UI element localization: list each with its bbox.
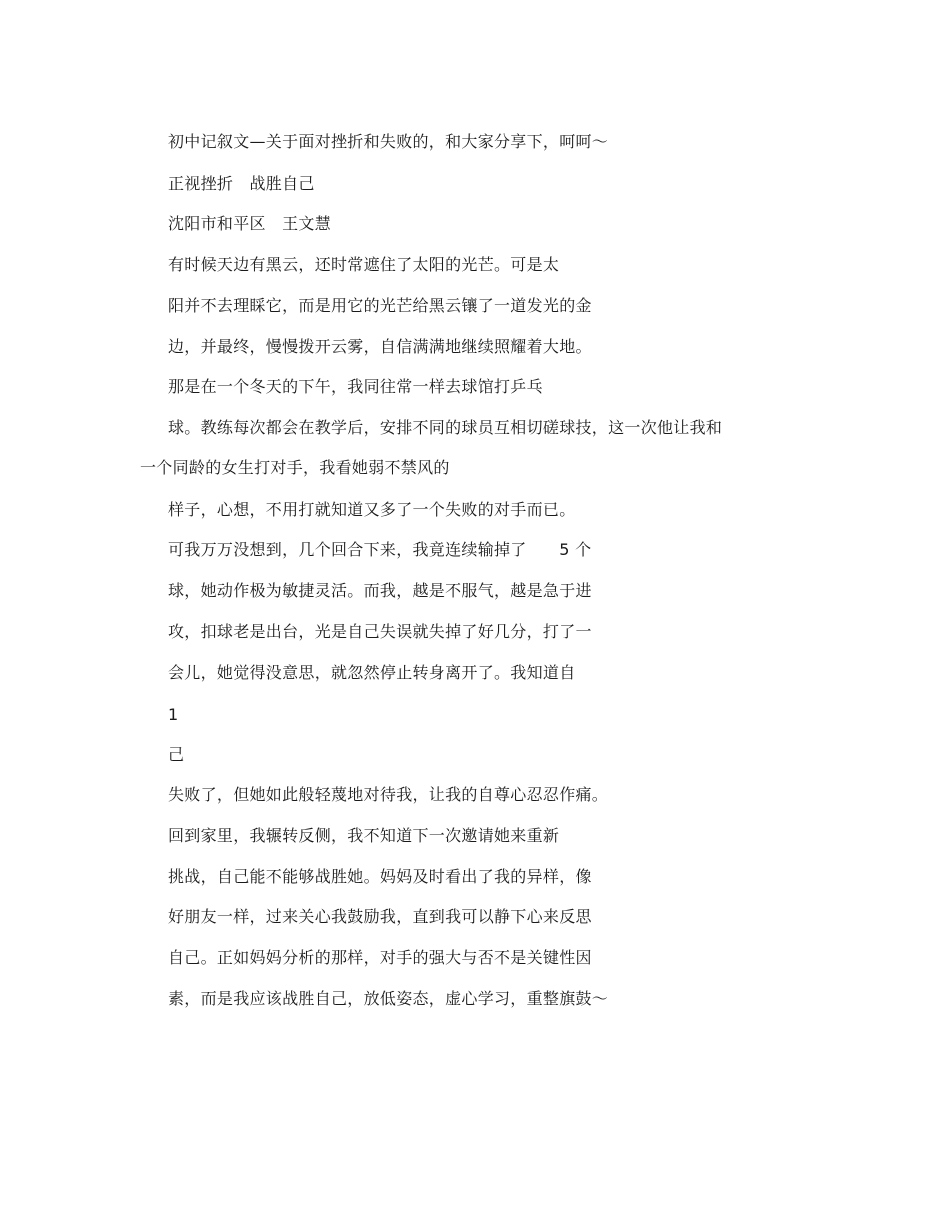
text-line: 阳并不去理睬它，而是用它的光芒给黑云镶了一道发光的金 [168, 296, 592, 315]
text-line: 球。教练每次都会在教学后，安排不同的球员互相切磋球技，这一次他让我和 [168, 418, 723, 437]
essay-title: 正视挫折 战胜自己 [168, 174, 315, 193]
text-line: 己 [168, 745, 185, 764]
text-line: 素，而是我应该战胜自己，放低姿态，虚心学习，重整旗鼓～ [168, 989, 609, 1008]
text-line: 失败了，但她如此般轻蔑地对待我，让我的自尊心忍忍作痛。 [168, 785, 609, 804]
text-line: 挑战，自己能不能够战胜她。妈妈及时看出了我的异样，像 [168, 867, 592, 886]
text-line: 会儿，她觉得没意思，就忽然停止转身离开了。我知道自 [168, 663, 576, 682]
author-line: 沈阳市和平区 王文慧 [168, 214, 332, 233]
text-line: 攻，扣球老是出台，光是自己失误就失掉了好几分，打了一 [168, 622, 592, 641]
text-line: 样子，心想，不用打就知道又多了一个失败的对手而已。 [168, 500, 576, 519]
text-line: 自己。正如妈妈分析的那样，对手的强大与否不是关键性因 [168, 948, 592, 967]
page-number: 1 [168, 705, 179, 724]
text-line: 一个同龄的女生打对手，我看她弱不禁风的 [140, 458, 450, 477]
text-line: 球，她动作极为敏捷灵活。而我，越是不服气，越是急于进 [168, 581, 592, 600]
text-line: 好朋友一样，过来关心我鼓励我，直到我可以静下心来反思 [168, 907, 592, 926]
intro-line: 初中记叙文—关于面对挫折和失败的，和大家分享下，呵呵～ [168, 132, 609, 151]
text-line: 那是在一个冬天的下午，我同往常一样去球馆打乒乓 [168, 377, 543, 396]
text-line: 有时候天边有黑云，还时常遮住了太阳的光芒。可是太 [168, 255, 560, 274]
text-line: 可我万万没想到，几个回合下来，我竟连续输掉了 5 个 [168, 540, 592, 559]
text-line: 边，并最终，慢慢拨开云雾，自信满满地继续照耀着大地。 [168, 337, 592, 356]
text-line: 回到家里，我辗转反侧，我不知道下一次邀请她来重新 [168, 826, 560, 845]
